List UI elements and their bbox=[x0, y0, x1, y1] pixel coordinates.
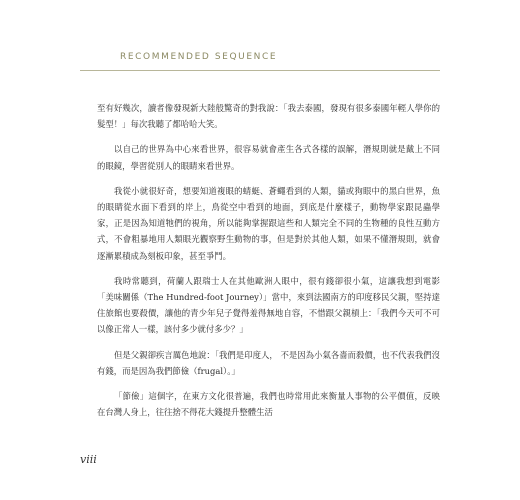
page-number: viii bbox=[80, 453, 97, 466]
paragraph: 我時常聽到，荷蘭人跟瑞士人在其他歐洲人眼中，很有錢卻很小氣，這讓我想到電影「美味關係（The Hundred-foot Journey）」當中，來到法國南方的印度移民父親，堅持達住旅館也要殺價，讓他的青少年兒子覺得羞得無地自容，不惜跟父親槓上：「我們今天可不可以像正常人一樣，該付多少就付多少？」 bbox=[97, 275, 440, 335]
paragraph: 以自己的世界為中心來看世界，很容易就會產生各式各樣的誤解，潛規則就是戴上不同的眼鏡，學習從別人的眼睛來看世界。 bbox=[97, 144, 440, 171]
paragraph: 但是父親卻疾言厲色地說：「我們是印度人， 不是因為小氣各嗇而殺價，也不代表我們沒有錢，而是因為我們節儉（frugal）。」 bbox=[97, 349, 440, 376]
running-header: RECOMMENDED SEQUENCE bbox=[120, 52, 278, 62]
paragraph: 至有好幾次，讀者像發現新大陸般驚奇的對我說：「我去泰國，發現有很多泰國年輕人學你的髮型！」每次我聽了都哈哈大笑。 bbox=[97, 103, 440, 130]
body-text bbox=[97, 100, 440, 429]
header-divider bbox=[80, 70, 440, 71]
paragraph: 我從小就很好奇，想要知道複眼的蜻蜓、蒼蠅看到的人類，貓或狗眼中的黑白世界，魚的眼睛從水面下看到的岸上，鳥從空中看到的地面，到底是什麼樣子，動物學家跟昆蟲學家，正是因為知道牠們的視角，所以能夠掌握跟這些和人類完全不同的生物種的良性互動方式，不會粗暴地用人類眼光觀察野生動物的事，但是對於其他人類，如果不懂潛規則，就會逐漸累積成為刻板印象，甚至爭鬥。 bbox=[97, 185, 440, 261]
paragraph: 「節儉」這個字，在東方文化很普遍，我們也時常用此來衡量人事物的公平價值，反映在台灣人身上，往往捨不得花大錢提升整體生活 bbox=[97, 391, 440, 418]
